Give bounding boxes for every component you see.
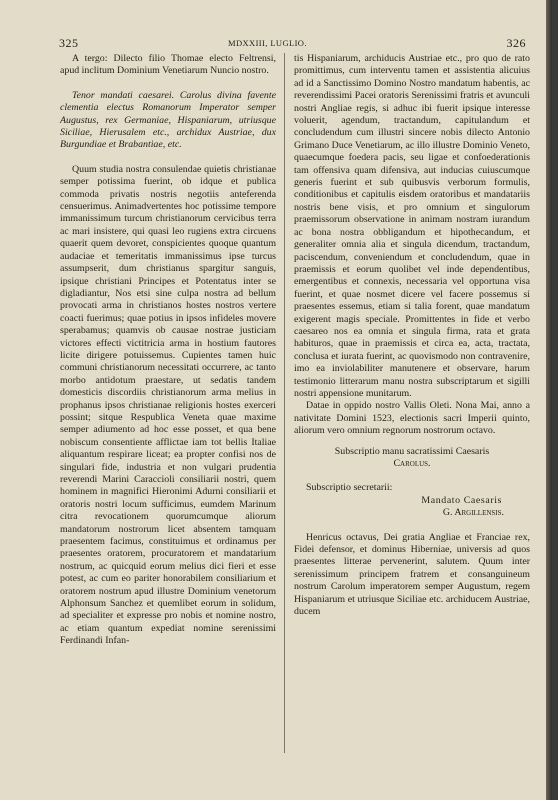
tenor-heading: Tenor mandati caesarei. Carolus divina favente clementia electus Romanorum Imperator semper Augustus, rex Germaniae, Hispaniarum, utriusque Siciliae, Hierusalem etc., archidux Austriae, dux Burgundiae et Brabantiae, etc. <box>60 89 276 151</box>
page-number-right: 326 <box>506 36 526 50</box>
page-header <box>0 36 552 50</box>
mandato-caesaris: Mandato Caesaris <box>421 494 502 506</box>
signature-carolus: Carolus. <box>393 458 431 469</box>
secretary-signature: G. Argillensis. <box>442 507 504 519</box>
right-column <box>294 53 530 618</box>
address-paragraph: A tergo: Dilecto filio Thomae electo Feltrensi, apud inclitum Dominium Venetiarum Nuncio nostro. <box>60 53 276 77</box>
henry-paragraph: Henricus octavus, Dei gratia Angliae et Franciae rex, Fidei defensor, et dominus Hiberniae, universis ad quos praesentes litterae pervenerint, salutem. Quum inter serenissimum principem fratrem et consanguineum nostrum Carolum imperatorem semper Augustum, regem Hispaniarum et utriusque Siciliae etc. archiducem Austriae, ducem <box>294 531 530 618</box>
secretary-heading: Subscriptio secretarii: <box>306 482 393 494</box>
page-number-left: 325 <box>59 36 79 50</box>
page-edge-shadow <box>546 0 552 800</box>
mandate-body-continued: tis Hispaniarum, archiducis Austriae etc., pro quo de rato promittimus, cum interventu tamen et assistentia alicuius ad id a Sanctissimo Domino Nostro mandatum habentis, ac reverendissimi Pacei oratoris Serenissimi fratris et avunculi nostri Angliae regis, si adhuc ibi fuerit ipsique interesse voluerit, agendum, tractandum, capitulandum et concludendum cum illustri sincere nobis dilecto Antonio Grimano Duce Venetiarum, ac illo illustre Dominio Veneto, quaecumque foedera pacis, seu ligae et confoederationis tam offensiva quam difensiva, aut inducias cuiuscumque generis fuerint et sub quibusvis verborum formulis, conditionibus et capitulis eisdem oratoribus et mandatariis nostris bene visis, et pro omnium et singulorum praemissorum observatione in animam nostram iurandum ac bona nostra obbligandum et hipothecandum, et generaliter omnia alia et singula dicendum, tractandum, paciscendum, conveniendum et concludendum, quae in praemissis et eorum quolibet vel inde dependentibus, emergentibus et connexis, necessaria vel opportuna visa fuerint, et quae nosmet dicere vel facere possemus si praesentes essemus, etiam si talia forent, quae mandatum exigerent magis speciale. Promittentes in fide et verbo caesareo nos ea omnia et singula firma, rata et grata habituros, quae in praemissis et circa ea, acta, tractata, conclusa et iurata fuerint, ac quovismodo non contravenire, imo ea inviolabiliter manutenere et observare, harum testimonio litterarum manu nostra subscriptarum et sigilli nostri appensione munitarum. <box>294 53 530 399</box>
column-divider <box>284 53 285 753</box>
mandate-body: Quum studia nostra consulendae quietis christianae semper potissima fuerint, ob idque et publica commoda privatis nostris negotiis anteferenda censuerimus. Animadvertentes hoc potissime tempore immanissimum turcum christianorum cervicibus terra ac mari insistere, qui quasi leo rugiens extra circuens quaerit quem devoret, conspicientes quoque quantum audaciae et temeritatis immanissimus ipse turcus assumpserit, dum christianus spargitur sanguis, ipsique christiani Principes et Potentatus inter se digladiantur, Nos etsi sine culpa nostra ad bellum provocati arma in christianos hostes nostros vertere coacti fuerimus; quae potius in ipsos infideles movere sperabamus; quamvis ob causae nostrae justiciam victores effecti victitricia arma in hostium fautores licite dirigere potuissemus. Cupientes tamen huic communi christianorum necessitati occurrere, ac tanto morbo antidotum praestare, ut sedatis tandem domesticis discordiis christianorum arma melius in prophanus ipsos christianae religionis hostes exerceri possint; sitque Respublica Veneta quae maxime semper adiumento ad hoc esse posset, et qua bene nobiscum consentiente afflictae iam tot bellis Italiae aliquantum respirare liceat; ea propter confisi nos de singulari fide, industria et non vulgari prudentia reverendi Marini Caraccioli consiliarii nostri, quem hominem in magnifici Hieronimi Adurni consiliarii et oratoris nostri locum sufficimus, eumdem Marinum citra revocationem quorumcumque aliorum mandatorum nostrorum licet absentem tamquam praesentem facimus, constituimus et ordinamus per praesentes oratorem, procuratorem et mandatarium nostrum, ac quicquid eorum melius dici fieri et esse potest, ac cum eo pariter honorabilem consiliarium et oratorem nostrum apud illustre Dominium venetorum Alphonsum Sanchez et quemlibet eorum in solidum, ad specialiter et expresse pro nobis et nomine nostro, ac etiam quantum expediat nomine serenissimi Ferdinandi Infan- <box>60 163 276 647</box>
subscription-heading: Subscriptio manu sacratissimi Caesaris <box>334 445 490 457</box>
running-title: MDXXIII, LUGLIO. <box>228 38 307 48</box>
spacer <box>294 520 530 532</box>
left-column <box>60 53 276 648</box>
dating-clause: Datae in oppido nostro Vallis Oleti. Nona Mai, anno a nativitate Domini 1523, electionis sacri Imperii quinto, aliorum vero omnium regnorum nostrorum octavo. <box>294 400 530 437</box>
